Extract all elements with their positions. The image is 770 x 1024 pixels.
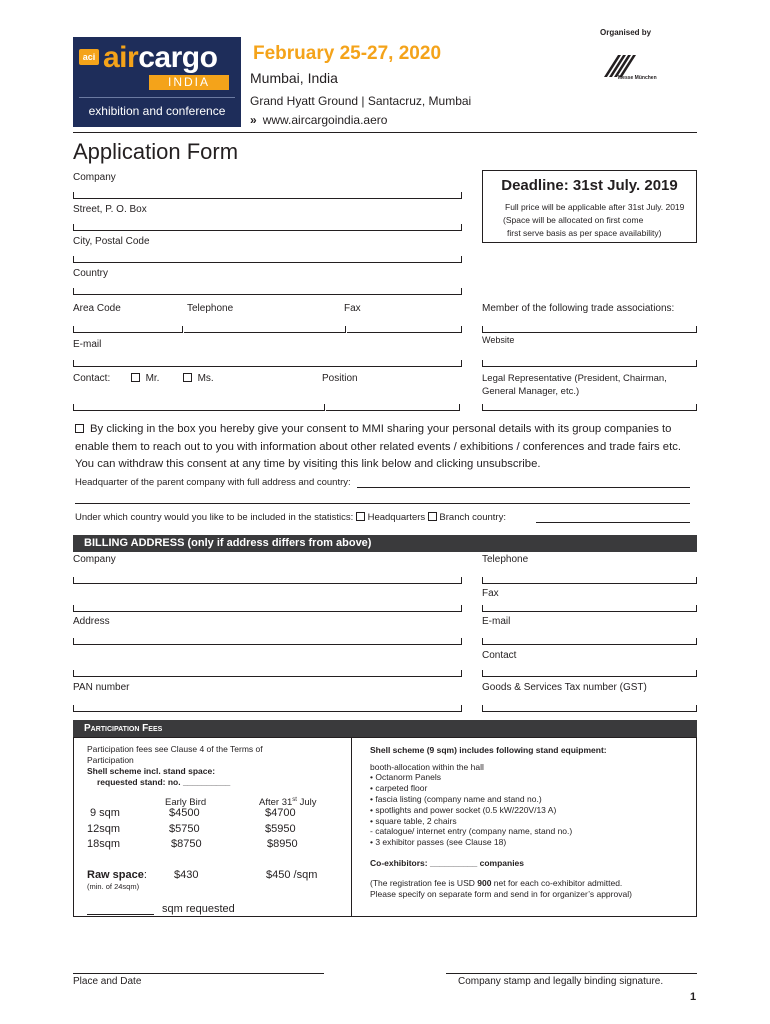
equipment-item: • spotlights and power socket (0.5 kW/220V/13 A): [370, 805, 557, 815]
field-tick: [482, 605, 483, 612]
equipment-item: • carpeted floor: [370, 783, 428, 793]
after-header-text: After 31: [259, 797, 293, 809]
equipment-item: • Octanorm Panels: [370, 772, 442, 782]
fee-row-early: $4500: [169, 807, 200, 819]
aci-logo-mark: aci: [79, 49, 99, 65]
deadline-note-3: first serve basis as per space availability): [507, 228, 662, 238]
equipment-item: booth-allocation within the hall: [370, 762, 484, 772]
fee-row-size: 18sqm: [87, 838, 121, 850]
equipment-item: • 3 exhibitor passes (see Clause 18): [370, 837, 507, 847]
fee-row-after: $5950: [265, 823, 296, 835]
signature-label: Company stamp and legally binding signature.: [458, 976, 664, 987]
equipment-item: - catalogue/ internet entry (company name, stand no.): [370, 826, 573, 836]
coexhibitor-note-1a: (The registration fee is USD: [370, 878, 478, 888]
chevron-right-icon: »: [250, 113, 257, 127]
field-tick: [73, 705, 74, 712]
logo-tagline: exhibition and conference: [88, 104, 226, 118]
field-tick: [696, 577, 697, 584]
after-header-end: July: [296, 797, 317, 809]
sqm-requested-label: sqm requested: [162, 903, 235, 915]
field-tick: [461, 192, 462, 199]
field-tick: [73, 638, 74, 645]
field-tick: [461, 360, 462, 367]
fees-header: Participation Fees: [73, 720, 697, 737]
city-postal-label: City, Postal Code: [73, 236, 150, 247]
branch-country-field[interactable]: [536, 522, 690, 523]
field-tick: [73, 192, 74, 199]
consent-paragraph: [75, 421, 700, 474]
billing-email-field[interactable]: [482, 644, 697, 645]
field-tick: [461, 705, 462, 712]
field-tick: [696, 605, 697, 612]
early-bird-header: Early Bird: [165, 797, 207, 808]
billing-fax-field[interactable]: [482, 611, 697, 612]
field-tick: [73, 577, 74, 584]
consent-text: By clicking in the box you hereby give your consent to MMI sharing your personal details with its group companies to enable them to reach out to you with information about other related events / exhibitions / conferences and trade fairs etc. You can withdraw this consent at any time by visiting this link below and clicking unsubscribe.: [75, 423, 681, 470]
coexhibitor-note-2: Please specify on separate form and send in for organizer’s approval): [370, 889, 632, 899]
field-tick: [482, 360, 483, 367]
hq-field-line-2[interactable]: [75, 503, 690, 504]
field-tick: [696, 705, 697, 712]
deadline-title: Deadline: 31st July. 2019: [501, 177, 678, 194]
coexhibitor-note-1: [370, 878, 622, 888]
deadline-note-1: Full price will be applicable after 31st July. 2019: [505, 202, 685, 212]
website-link[interactable]: www.aircargoindia.aero: [262, 113, 388, 127]
field-tick: [482, 326, 483, 333]
fax-field[interactable]: [347, 332, 462, 333]
sqm-requested-field[interactable]: [87, 914, 154, 915]
ms-option[interactable]: [183, 373, 214, 384]
telephone-field[interactable]: [184, 332, 345, 333]
statistics-question: [75, 512, 506, 523]
billing-contact-field[interactable]: [482, 676, 697, 677]
after-header-sup: st: [292, 797, 297, 803]
field-tick: [696, 404, 697, 411]
billing-telephone-label: Telephone: [482, 554, 529, 565]
raw-space-colon: :: [143, 869, 147, 881]
raw-space-after: $450 /sqm: [266, 869, 318, 881]
fees-intro-1: Participation fees see Clause 4 of the Terms of: [87, 744, 263, 754]
branch-checkbox[interactable]: [428, 512, 437, 521]
organiser-name: Messe München: [618, 75, 657, 81]
field-tick: [73, 288, 74, 295]
raw-space-text: Raw space: [87, 869, 144, 881]
gst-label: Goods & Services Tax number (GST): [482, 682, 647, 693]
field-tick: [73, 670, 74, 677]
headquarters-label: Headquarters: [367, 512, 426, 523]
logo-cargo: cargo: [138, 41, 218, 74]
field-tick: [345, 326, 346, 333]
place-date-label: Place and Date: [73, 976, 142, 987]
field-tick: [482, 404, 483, 411]
field-tick: [461, 288, 462, 295]
field-tick: [696, 638, 697, 645]
trade-associations-field[interactable]: [482, 332, 697, 333]
billing-address-field-1[interactable]: [73, 644, 462, 645]
email-label: E-mail: [73, 339, 102, 350]
legal-rep-field[interactable]: [482, 410, 697, 411]
field-tick: [461, 638, 462, 645]
raw-space-label: [87, 869, 147, 881]
field-tick: [73, 256, 74, 263]
company-field[interactable]: [73, 198, 462, 199]
field-tick: [482, 577, 483, 584]
fees-divider: [351, 737, 352, 917]
shell-incl-label: Shell scheme incl. stand space:: [87, 766, 216, 776]
ms-label: Ms.: [197, 373, 214, 384]
organised-by-label: Organised by: [600, 28, 652, 37]
hq-question: Headquarter of the parent company with full address and country:: [75, 477, 351, 488]
website-field[interactable]: [482, 366, 697, 367]
street-field[interactable]: [73, 230, 462, 231]
field-tick: [482, 705, 483, 712]
field-tick: [73, 224, 74, 231]
field-tick: [461, 605, 462, 612]
country-label: Country: [73, 268, 109, 279]
billing-address-label: Address: [73, 616, 110, 627]
billing-address-field-2[interactable]: [73, 676, 462, 677]
field-tick: [696, 326, 697, 333]
legal-rep-label-1: Legal Representative (President, Chairman,: [482, 373, 667, 384]
field-tick: [482, 638, 483, 645]
area-code-field[interactable]: [73, 332, 182, 333]
pan-field[interactable]: [73, 711, 462, 712]
area-code-label: Area Code: [73, 303, 121, 314]
fee-row-early: $5750: [169, 823, 200, 835]
gst-field[interactable]: [482, 711, 697, 712]
event-city: Mumbai, India: [250, 70, 338, 86]
field-tick: [461, 256, 462, 263]
field-tick: [461, 670, 462, 677]
pan-label: PAN number: [73, 682, 130, 693]
header-divider: [73, 132, 697, 133]
headquarters-checkbox[interactable]: [356, 512, 365, 521]
deadline-box: [482, 170, 697, 243]
field-tick: [73, 605, 74, 612]
field-tick: [73, 360, 74, 367]
fax-label: Fax: [344, 303, 361, 314]
street-label: Street, P. O. Box: [73, 204, 147, 215]
field-tick: [696, 360, 697, 367]
city-postal-field[interactable]: [73, 262, 462, 263]
field-tick: [459, 404, 460, 411]
coexhibitor-note-1c: net for each co-exhibitor admitted.: [491, 878, 623, 888]
company-label: Company: [73, 172, 116, 183]
position-label: Position: [322, 373, 358, 384]
fee-row-size: 12sqm: [87, 823, 121, 835]
branch-label: Branch country:: [439, 512, 506, 523]
logo-wordmark: [103, 41, 217, 75]
equipment-item: • square table, 2 chairs: [370, 816, 457, 826]
legal-rep-label-2: General Manager, etc.): [482, 386, 580, 397]
field-tick: [482, 670, 483, 677]
position-field[interactable]: [326, 410, 459, 411]
fee-row-after: $4700: [265, 807, 296, 819]
ms-checkbox[interactable]: [183, 373, 192, 382]
place-date-line[interactable]: [73, 973, 324, 974]
field-tick: [696, 670, 697, 677]
consent-checkbox[interactable]: [75, 424, 84, 433]
deadline-note-2: (Space will be allocated on first come: [503, 215, 644, 225]
air-cargo-india-logo: [73, 37, 241, 127]
billing-header: BILLING ADDRESS (only if address differs from above): [73, 535, 697, 552]
email-field[interactable]: [73, 366, 462, 367]
billing-telephone-field[interactable]: [482, 583, 697, 584]
page-number: 1: [690, 991, 697, 1003]
contact-name-field[interactable]: [73, 410, 324, 411]
field-tick: [73, 404, 74, 411]
coexhibitors-label: Co-exhibitors: __________ companies: [370, 858, 525, 868]
billing-email-label: E-mail: [482, 616, 511, 627]
fee-row-early: $8750: [171, 838, 202, 850]
hq-field-line-1[interactable]: [357, 487, 690, 488]
statistics-question-text: Under which country would you like to be included in the statistics:: [75, 512, 354, 523]
field-tick: [182, 326, 183, 333]
field-tick: [461, 326, 462, 333]
billing-fax-label: Fax: [482, 588, 499, 599]
field-tick: [461, 224, 462, 231]
event-venue: Grand Hyatt Ground | Santacruz, Mumbai: [250, 94, 472, 108]
billing-company-label: Company: [73, 554, 116, 565]
mr-option[interactable]: [131, 373, 159, 384]
logo-divider: [79, 97, 235, 98]
logo-air: air: [103, 41, 139, 74]
equipment-item: • fascia listing (company name and stand no.): [370, 794, 542, 804]
telephone-label: Telephone: [187, 303, 234, 314]
signature-line[interactable]: [446, 973, 697, 974]
raw-space-early: $430: [174, 869, 199, 881]
requested-stand-label: requested stand: no. __________: [97, 777, 231, 787]
billing-company-field-2[interactable]: [73, 611, 462, 612]
country-field[interactable]: [73, 294, 462, 295]
raw-space-min: (min. of 24sqm): [87, 882, 140, 891]
page-title: Application Form: [73, 139, 239, 164]
fee-row-size: 9 sqm: [90, 807, 120, 819]
event-website[interactable]: [250, 113, 387, 127]
coexhibitor-fee: 900: [477, 878, 492, 888]
trade-associations-label: Member of the following trade associations:: [482, 303, 675, 314]
fees-intro-2: Participation: [87, 755, 134, 765]
website-label: Website: [482, 335, 515, 345]
field-tick: [73, 326, 74, 333]
logo-india: INDIA: [149, 75, 229, 90]
billing-contact-label: Contact: [482, 650, 517, 661]
contact-label: Contact:: [73, 373, 111, 384]
field-tick: [461, 577, 462, 584]
shell-scheme-heading: Shell scheme (9 sqm) includes following stand equipment:: [370, 745, 607, 755]
field-tick: [324, 404, 325, 411]
event-dates: February 25-27, 2020: [253, 43, 442, 64]
billing-company-field[interactable]: [73, 583, 462, 584]
fee-row-after: $8950: [267, 838, 298, 850]
mr-label: Mr.: [145, 373, 160, 384]
mr-checkbox[interactable]: [131, 373, 140, 382]
